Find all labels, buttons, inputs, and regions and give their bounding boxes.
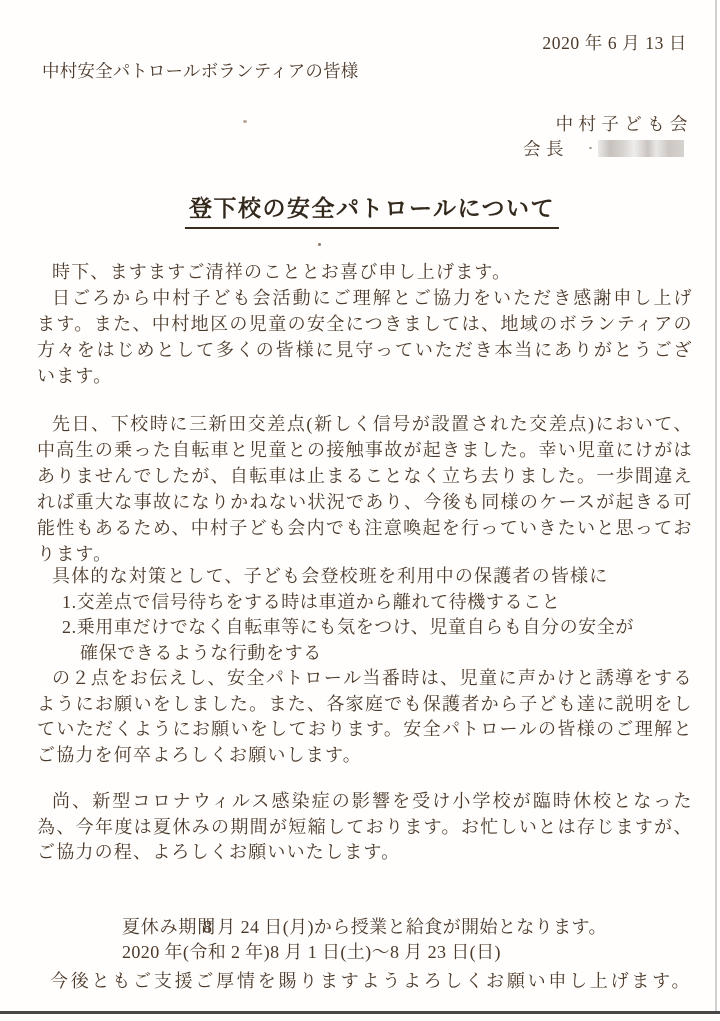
summer-period-dates: 2020 年(令和 2 年)8 月 1 日(土)～8 月 23 日(日) [122,942,501,962]
text-line: 具体的な対策として、子ども会登校班を利用中の保護者の皆様に [52,566,609,586]
text-line: 尚、新型コロナウィルス感染症の影響を受け小学校が臨時休校となった [52,791,692,811]
text-line: 能性もあるため、中村子ども会内でも注意喚起を行っていきたいと思ってお [37,518,692,538]
text-line: ご協力の程、よろしくお願いいたします。 [37,842,401,862]
sender-organization: 中 村 子 ど も 会 [555,114,688,134]
text-line: ようにお願いをしました。また、各家庭でも保護者から子ども達に説明をし [37,693,692,714]
text-line: 時下、ますますご清祥のこととお喜び申し上げます。 [52,262,512,282]
text-line: います。 [37,366,113,386]
text-line: ていただくようにお願いをしております。安全パトロールの皆様のご理解と [37,719,692,739]
covid-notice-paragraph [37,789,692,866]
sender-title: 会 長 [523,139,564,159]
scan-right-edge-line [715,0,717,1011]
incident-paragraph [37,411,692,567]
text-line: れば重大な事故になりかねない状況であり、今後も同様のケースが起きる可 [37,492,692,512]
closing-line: 今後ともご支援ご厚情を賜りますようよろしくお願い申し上げます。 [50,971,690,991]
measures-section [37,564,692,768]
scan-speck [318,243,321,246]
letter-title: 登下校の安全パトロールについて [185,190,559,229]
text-line: の２点をお伝えし、安全パトロール当番時は、児童に声かけと誘導をする [52,668,692,688]
summer-period-label: 夏休み期間 [122,916,216,937]
greeting-paragraph [37,259,692,389]
text-line: 1.交差点で信号待ちをする時は車道から離れて待機すること [62,591,561,612]
addressee-line: 中村安全パトロールボランティアの皆様 [42,61,359,81]
summer-period-note: 8 月 24 日(月)から授業と給食が開始となります。 [203,916,607,937]
text-line: 中高生の乗った自転車と児童との接触事故が起きました。幸い児童にけがは [37,440,692,460]
sender-signature-row [523,136,684,161]
text-line: 先日、下校時に三新田交差点(新しく信号が設置された交差点)において、 [52,414,692,434]
text-line: 確保できるような行動をする [80,642,322,663]
text-line: ます。また、中村地区の児童の安全につきましては、地域のボランティアの [37,314,692,334]
text-line: 日ごろから中村子ども会活動にご理解とご協力をいただき感謝申し上げ [52,288,692,308]
summer-period-section [95,889,607,962]
text-line: ご協力を何卒よろしくお願いします。 [37,744,362,765]
scan-speck [589,147,592,149]
text-line: 為、今年度は夏休みの期間が短縮しております。お忙しいとは存じますが、 [37,816,692,837]
text-line: ありませんでしたが、自転車は止まることなく立ち去りました。一歩間違え [37,466,692,486]
text-line: ります。 [37,544,113,564]
text-line: 方々をはじめとして多くの皆様に見守っていただき本当にありがとうござ [37,340,692,360]
redacted-name [598,140,684,157]
text-line: 2.乗用車だけでなく自転車等にも気をつけ、児童自らも自分の安全が [62,617,634,637]
scan-speck [243,120,247,123]
scan-edge-line [0,1011,720,1014]
letter-date: 2020 年 6 月 13 日 [542,33,687,53]
